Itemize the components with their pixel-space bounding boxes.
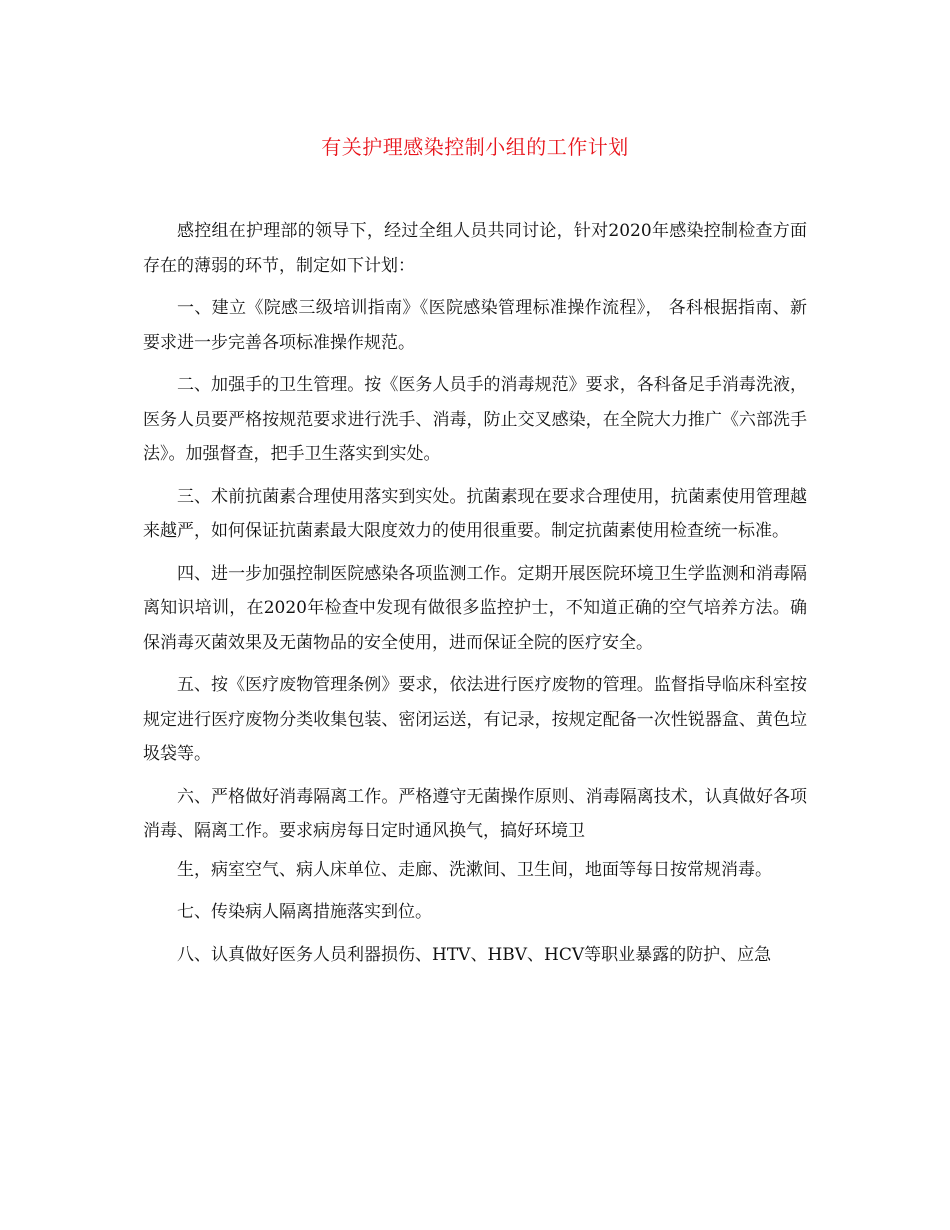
paragraph-item-6: 六、严格做好消毒隔离工作。严格遵守无菌操作原则、消毒隔离技术，认真做好各项消毒、隔离工作。要求病房每日定时通风换气，搞好环境卫 [143, 786, 807, 841]
paragraph-item-5: 五、按《医疗废物管理条例》要求，依法进行医疗废物的管理。监督指导临床科室按规定进行医疗废物分类收集包装、密闭运送，有记录，按规定配备一次性锐器盒、黄色垃圾袋等。 [143, 675, 807, 764]
paragraph-item-8: 八、认真做好医务人员利器损伤、HTV、HBV、HCV等职业暴露的防护、应急 [177, 944, 772, 965]
paragraph-item-2: 二、加强手的卫生管理。按《医务人员手的消毒规范》要求，各科备足手消毒洗液，医务人员要严格按规范要求进行洗手、消毒，防止交叉感染，在全院大力推广《六部洗手法》。加强督查，把手卫生落实到实处。 [143, 375, 807, 464]
paragraph-item-7: 七、传染病人隔离措施落实到位。 [177, 902, 432, 922]
paragraph-item-1: 一、建立《院感三级培训指南》《医院感染管理标准操作流程》， 各科根据指南、新要求进一步完善各项标准操作规范。 [143, 298, 807, 353]
paragraph-item-4: 四、进一步加强控制医院感染各项监测工作。定期开展医院环境卫生学监测和消毒隔离知识培训，在2020年检查中发现有做很多监控护士，不知道正确的空气培养方法。确保消毒灭菌效果及无菌物品的安全使用，进而保证全院的医疗安全。 [143, 563, 807, 653]
paragraph-intro: 感控组在护理部的领导下，经过全组人员共同讨论，针对2020年感染控制检查方面存在的薄弱的环节，制定如下计划： [143, 221, 807, 276]
paragraph-item-3: 三、术前抗菌素合理使用落实到实处。抗菌素现在要求合理使用，抗菌素使用管理越来越严，如何保证抗菌素最大限度效力的使用很重要。制定抗菌素使用检查统一标准。 [143, 486, 807, 541]
document-body [143, 214, 807, 980]
document-title: 有关护理感染控制小组的工作计划 [321, 135, 629, 159]
paragraph-item-6-continued: 生，病室空气、病人床单位、走廊、洗漱间、卫生间，地面等每日按常规消毒。 [177, 859, 772, 880]
